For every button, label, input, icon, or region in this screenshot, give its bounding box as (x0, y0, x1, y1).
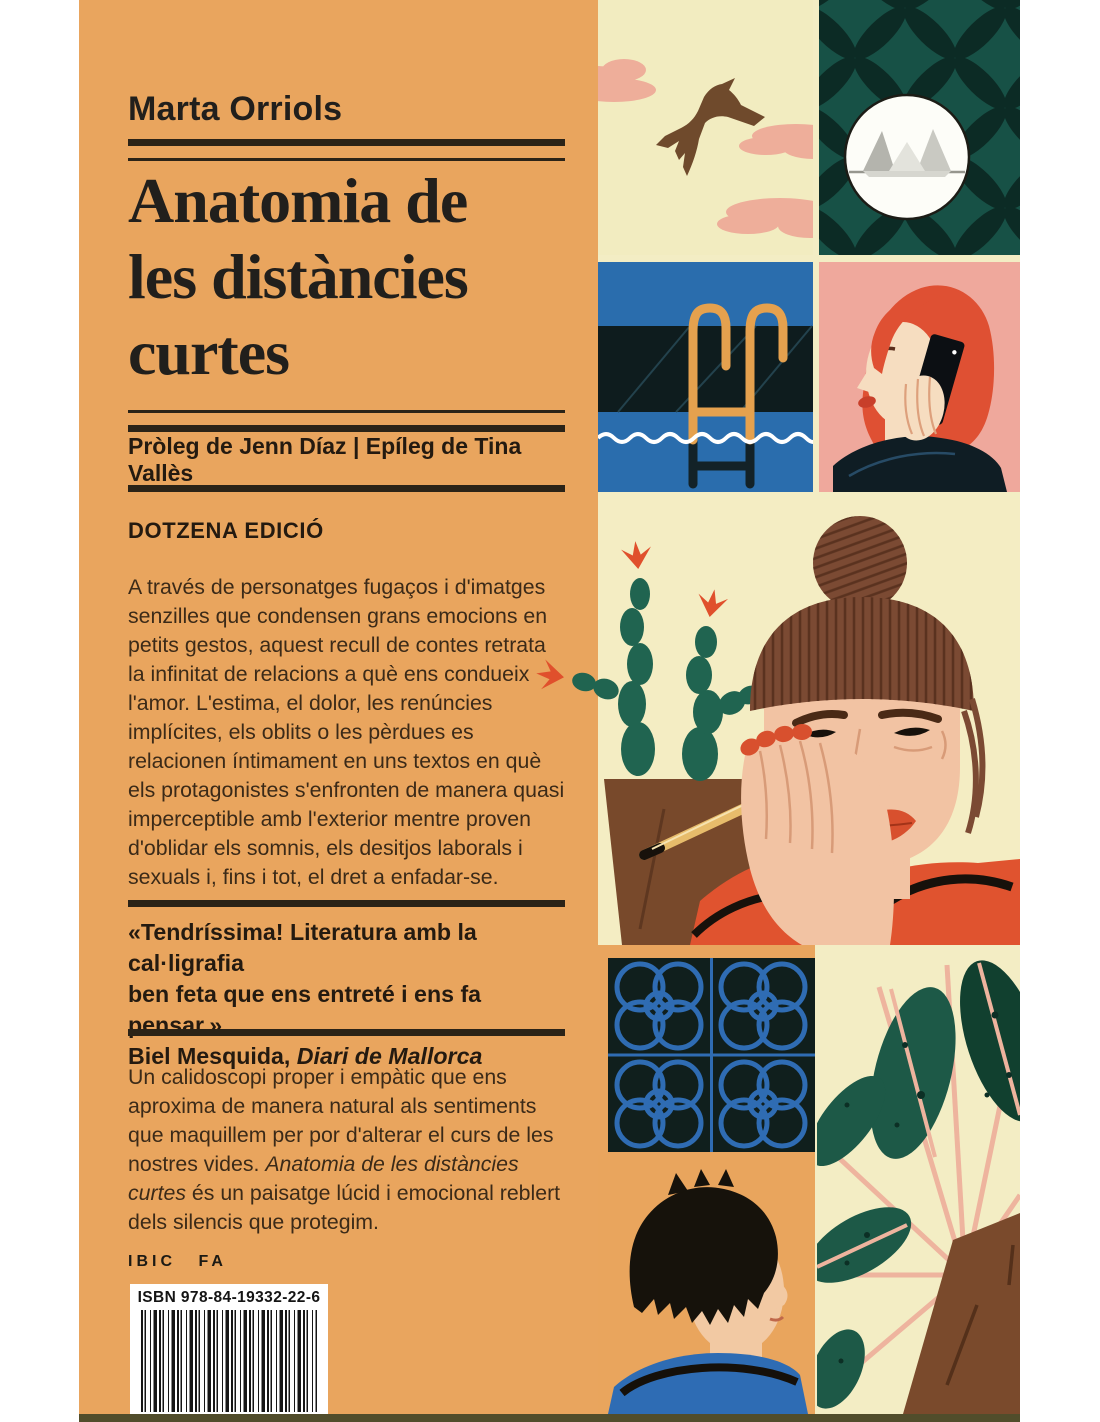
bottom-edge-strip (79, 1414, 1020, 1422)
book-title-line-1: Anatomia de (128, 165, 468, 236)
woman-on-phone-illustration (819, 262, 1020, 492)
blurb-part-1: Un calidoscopi proper i empàtic que ens aproxima de manera natural als sentiments que maquillem per por d'alterar el curs de les nostres vides. (128, 1065, 554, 1176)
blurb-book-title-italic: Anatomia de les distàncies curtes (128, 1152, 519, 1205)
press-quote (128, 917, 565, 1072)
barcode (141, 1310, 317, 1412)
prologue-epilogue-credits: Pròleg de Jenn Díaz | Epíleg de Tina Vallès (128, 433, 522, 486)
book-title-line-3: curtes (128, 317, 290, 388)
man-profile-illustration (598, 1155, 815, 1414)
divider-rule (128, 900, 565, 907)
publisher-logo-panel (819, 0, 1020, 255)
blurb-paragraph (128, 1063, 565, 1237)
book-back-cover (79, 0, 1020, 1422)
pool-illustration (598, 262, 813, 492)
author-name: Marta Orriols (128, 90, 343, 128)
woman-with-bun-illustration (598, 499, 1020, 945)
isbn-number: ISBN 978-84-19332-22-6 (137, 1289, 321, 1306)
edition-label: DOTZENA EDICIÓ (128, 518, 324, 543)
ibic-code: IBIC FA (128, 1253, 227, 1270)
blurb-part-2: és un paisatge lúcid i emocional reblert dels silencis que protegim. (128, 1181, 561, 1234)
sky-bird-illustration (598, 0, 813, 255)
book-title (128, 163, 565, 391)
panot-tile-illustration (608, 958, 815, 1152)
book-title-line-2: les distàncies (128, 241, 468, 312)
divider-rule (128, 139, 565, 161)
divider-rule (128, 1029, 565, 1036)
plant-illustration (817, 945, 1020, 1414)
quote-line-2: ben feta que ens entreté i ens fa pensar.» (128, 981, 482, 1038)
quote-source: Diari de Mallorca (296, 1043, 483, 1069)
quote-line-1: «Tendríssima! Literatura amb la cal·ligrafia (128, 919, 477, 976)
isbn-box (130, 1284, 328, 1414)
publisher-logo (845, 95, 969, 219)
synopsis-paragraph: A través de personatges fugaços i d'imatges senzilles que condensen grans emocions en petits gestos, aquest recull de contes retrata la infinitat de relacions a què ens condueix l'amor. L'estima, el dolor, les renúncies implícites, els oblits o les pèrdues es relacionen íntimament en uns textos en què els protagonistes s'enfronten de manera quasi imperceptible amb l'exterior mentre proven d'oblidar els somnis, els desitjos laborals i sexuals i, fins i tot, el dret a enfadar-se. (128, 575, 565, 889)
illustration-grid (598, 0, 1020, 1422)
divider-rule (128, 485, 565, 492)
text-column (79, 0, 598, 1422)
divider-rule (128, 410, 565, 432)
orange-strip (598, 945, 815, 1414)
quote-author: Biel Mesquida, (128, 1043, 297, 1069)
